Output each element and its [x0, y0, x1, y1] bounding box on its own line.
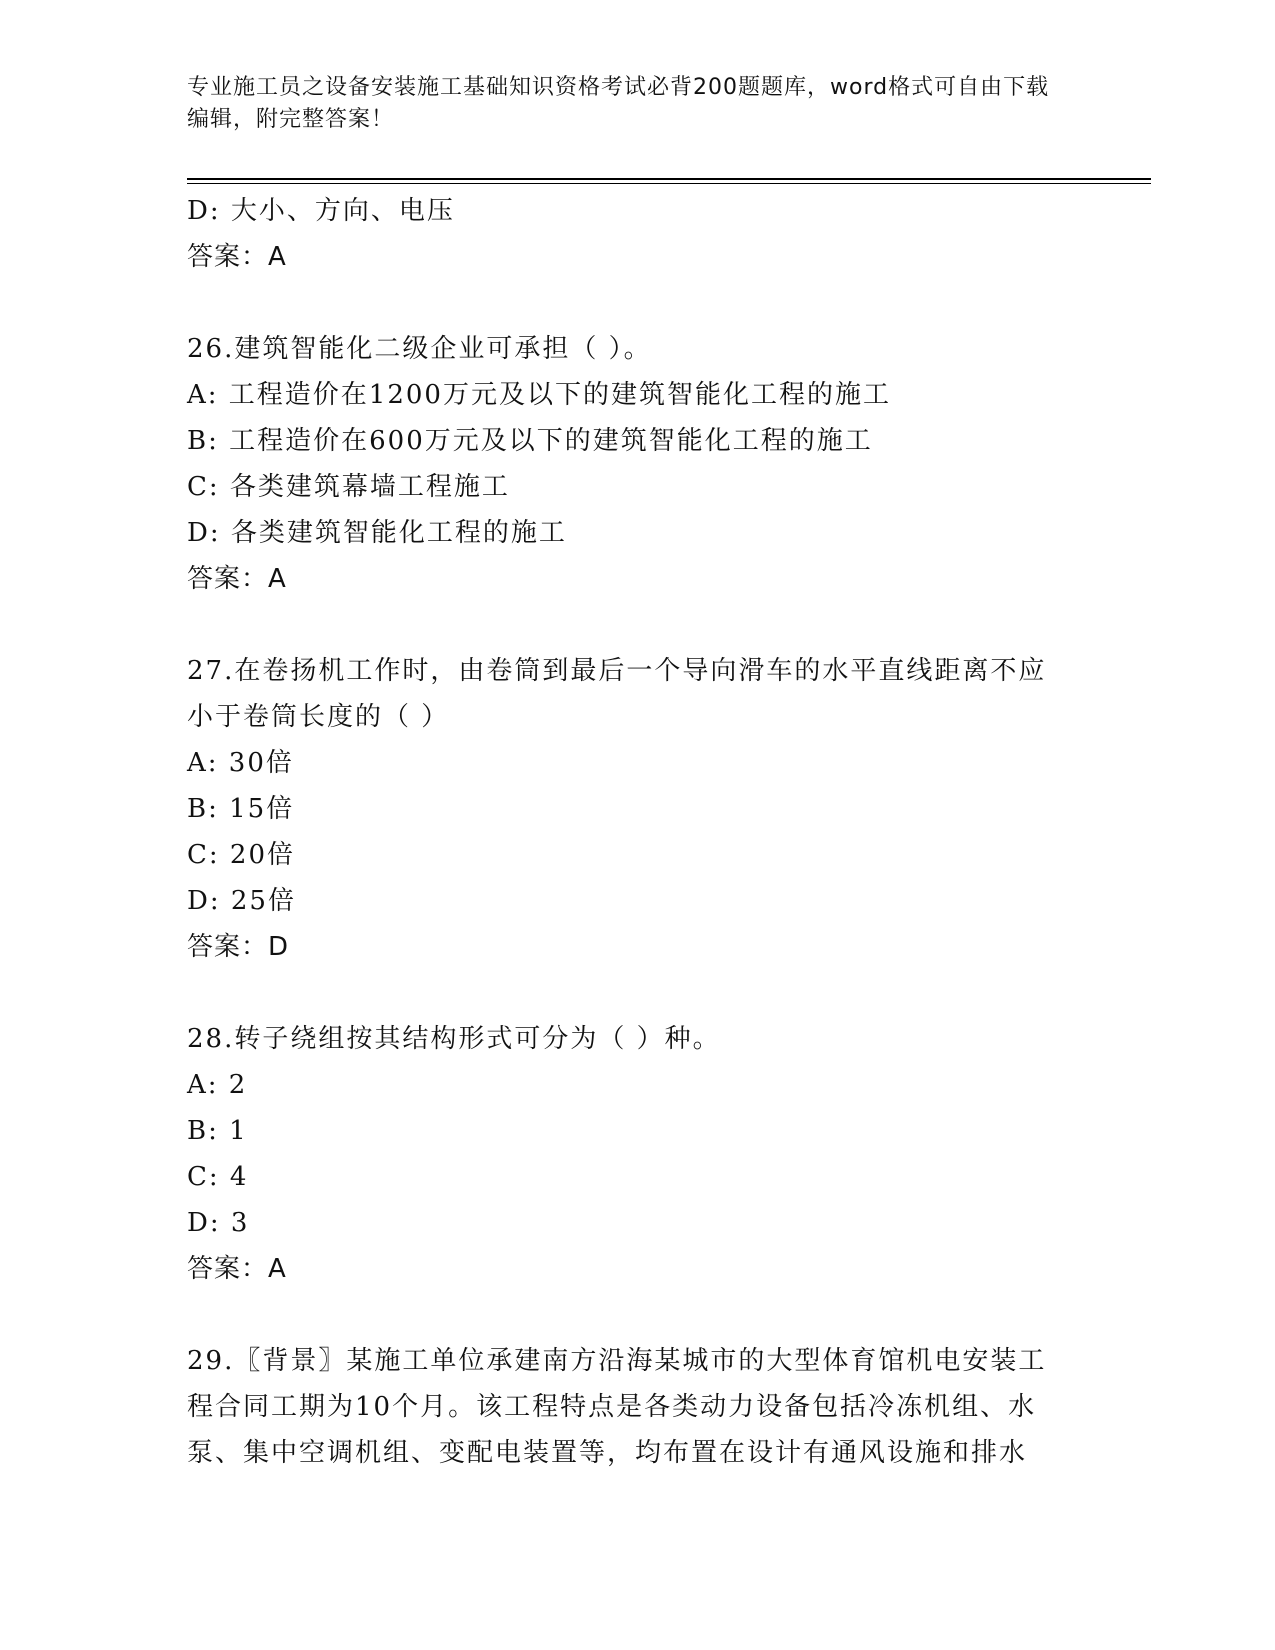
option-c: C: 20倍 [187, 840, 296, 870]
question-28 [187, 1016, 1087, 1292]
option-d: D: 大小、方向、电压 [187, 196, 455, 226]
answer-line: 答案：A [187, 1254, 287, 1284]
question-29 [187, 1338, 1087, 1476]
question-27 [187, 648, 1087, 970]
question-stem-line-2: 小于卷筒长度的（ ） [187, 702, 450, 732]
option-d: D: 各类建筑智能化工程的施工 [187, 518, 567, 548]
option-d: D: 3 [187, 1208, 250, 1238]
question-stem-line-2: 程合同工期为10个月。该工程特点是各类动力设备包括冷冻机组、水 [187, 1392, 1037, 1422]
spacer [187, 970, 1087, 1016]
option-c: C: 各类建筑幕墙工程施工 [187, 472, 510, 502]
answer-line: 答案：D [187, 932, 290, 962]
option-d: D: 25倍 [187, 886, 296, 916]
header-rule-thick [187, 178, 1151, 180]
document-header: 专业施工员之设备安装施工基础知识资格考试必背200题题库，word格式可自由下载编辑，附完整答案！ [187, 75, 1050, 132]
option-a: A: 2 [187, 1070, 248, 1100]
question-26 [187, 326, 1087, 602]
question-stem: 28.转子绕组按其结构形式可分为（ ）种。 [187, 1024, 721, 1054]
question-stem-line-1: 29.〖背景〗某施工单位承建南方沿海某城市的大型体育馆机电安装工 [187, 1346, 1047, 1376]
question-stem-line-1: 27.在卷扬机工作时，由卷筒到最后一个导向滑车的水平直线距离不应 [187, 656, 1047, 686]
option-c: C: 4 [187, 1162, 249, 1192]
header-rule-thin [187, 183, 1151, 184]
spacer [187, 280, 1087, 326]
option-a: A: 工程造价在1200万元及以下的建筑智能化工程的施工 [187, 380, 891, 410]
option-a: A: 30倍 [187, 748, 294, 778]
spacer [187, 1292, 1087, 1338]
option-b: B: 工程造价在600万元及以下的建筑智能化工程的施工 [187, 426, 873, 456]
answer-line: 答案：A [187, 564, 287, 594]
document-body [187, 188, 1087, 1476]
spacer [187, 602, 1087, 648]
answer-line: 答案：A [187, 242, 287, 272]
question-stem: 26.建筑智能化二级企业可承担（ ）。 [187, 334, 652, 364]
option-b: B: 1 [187, 1116, 248, 1146]
question-stem-line-3: 泵、集中空调机组、变配电装置等，均布置在设计有通风设施和排水 [187, 1438, 1028, 1468]
option-b: B: 15倍 [187, 794, 295, 824]
